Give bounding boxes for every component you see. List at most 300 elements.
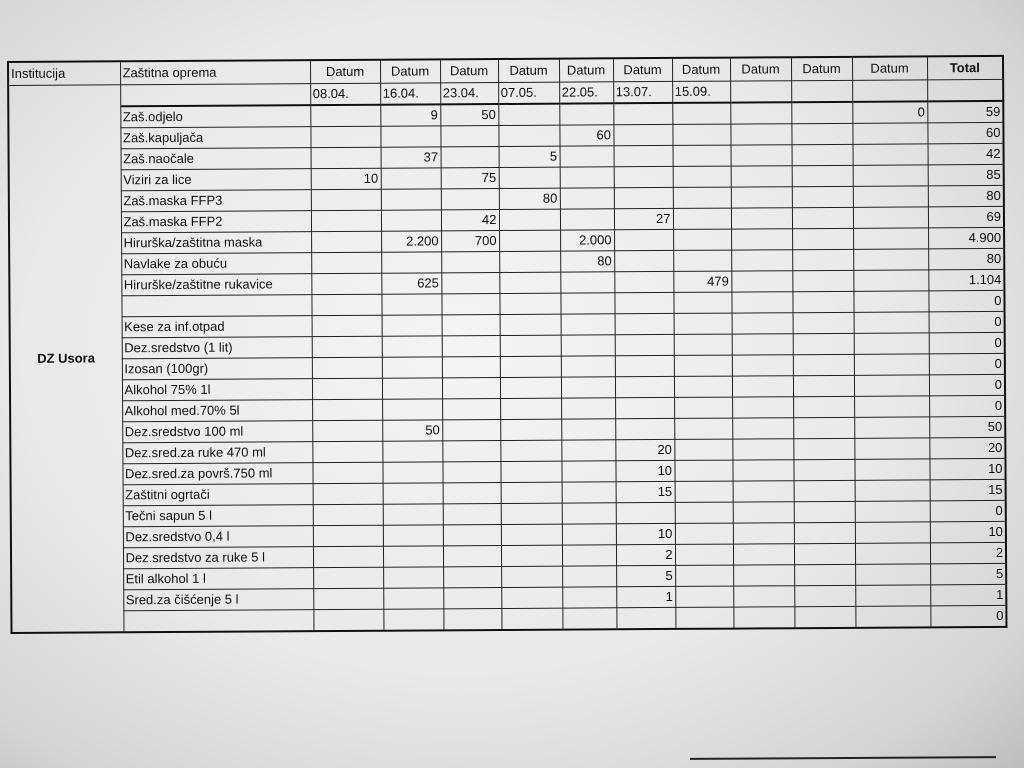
quantity-cell <box>560 209 614 230</box>
quantity-cell <box>675 544 733 565</box>
quantity-cell <box>674 439 732 460</box>
quantity-cell: 625 <box>381 273 441 294</box>
quantity-cell: 50 <box>382 420 442 441</box>
quantity-cell <box>443 482 501 503</box>
quantity-cell <box>853 270 928 291</box>
quantity-cell: 80 <box>499 188 560 209</box>
quantity-cell <box>673 292 731 313</box>
quantity-cell <box>732 313 793 334</box>
quantity-cell <box>732 376 793 397</box>
quantity-cell: 15 <box>616 481 675 502</box>
quantity-cell: 75 <box>441 167 499 188</box>
quantity-cell <box>310 105 380 127</box>
quantity-cell <box>499 293 560 314</box>
equipment-item-cell: Kese za inf.otpad <box>122 316 312 338</box>
quantity-cell <box>501 566 562 587</box>
date-label-5: Datum <box>559 58 613 82</box>
date-value-6: 13.07. <box>613 81 672 103</box>
equipment-item-cell: Tečni sapun 5 l <box>123 505 313 527</box>
quantity-cell <box>854 417 929 438</box>
equipment-item-cell: Izosan (100gr) <box>122 358 312 380</box>
quantity-cell <box>382 378 442 399</box>
quantity-cell: 5 <box>499 146 560 167</box>
quantity-cell <box>853 228 928 249</box>
quantity-cell <box>560 146 614 167</box>
quantity-cell <box>733 607 794 629</box>
date-value-2: 16.04. <box>380 83 440 105</box>
quantity-cell <box>312 357 382 378</box>
quantity-cell <box>312 399 382 420</box>
quantity-cell <box>615 397 674 418</box>
quantity-cell <box>854 396 929 417</box>
quantity-cell <box>730 124 791 145</box>
quantity-cell <box>733 586 794 607</box>
quantity-cell: 80 <box>560 251 614 272</box>
quantity-cell <box>675 481 733 502</box>
quantity-cell <box>313 567 383 588</box>
total-cell: 0 <box>929 332 1005 353</box>
quantity-cell <box>854 438 929 459</box>
quantity-cell <box>380 126 440 147</box>
total-cell: 5 <box>930 563 1006 584</box>
quantity-cell <box>733 523 794 544</box>
total-cell: 10 <box>929 458 1005 479</box>
quantity-cell <box>500 419 561 440</box>
quantity-cell <box>441 146 499 167</box>
date-label-9: Datum <box>791 57 852 81</box>
quantity-cell <box>443 608 501 630</box>
quantity-cell <box>500 440 561 461</box>
quantity-cell <box>311 231 381 252</box>
quantity-cell <box>614 145 673 166</box>
total-header-blank <box>927 79 1003 101</box>
quantity-cell <box>673 145 731 166</box>
quantity-cell <box>732 418 793 439</box>
total-cell: 69 <box>928 206 1004 227</box>
quantity-cell <box>500 356 561 377</box>
quantity-cell <box>442 314 500 335</box>
quantity-cell <box>500 335 561 356</box>
quantity-cell <box>501 587 562 608</box>
quantity-cell <box>382 315 442 336</box>
total-cell: 0 <box>930 500 1006 521</box>
quantity-cell <box>794 501 855 522</box>
quantity-cell <box>792 270 853 291</box>
quantity-cell <box>561 398 615 419</box>
date-label-10: Datum <box>852 56 927 80</box>
equipment-item-cell: Alkohol med.70% 5l <box>122 400 312 422</box>
quantity-cell <box>616 607 675 629</box>
total-cell: 0 <box>930 605 1006 627</box>
quantity-cell <box>854 333 929 354</box>
quantity-cell <box>311 189 381 210</box>
quantity-cell <box>853 186 928 207</box>
quantity-cell <box>562 524 616 545</box>
quantity-cell <box>672 124 730 145</box>
quantity-cell <box>732 460 793 481</box>
quantity-cell <box>561 461 615 482</box>
quantity-cell <box>562 545 616 566</box>
equipment-item-cell: Dez.sredstvo (1 lit) <box>122 337 312 359</box>
quantity-cell <box>793 417 854 438</box>
quantity-cell <box>499 272 560 293</box>
date-label-8: Datum <box>730 57 791 81</box>
quantity-cell <box>383 546 443 567</box>
quantity-cell <box>615 334 674 355</box>
quantity-cell <box>614 229 673 250</box>
quantity-cell <box>613 124 672 145</box>
quantity-cell <box>312 336 382 357</box>
quantity-cell <box>311 273 381 294</box>
quantity-cell <box>614 166 673 187</box>
equipment-item-cell: Navlake za obuću <box>121 253 311 275</box>
quantity-cell <box>673 187 731 208</box>
quantity-cell <box>311 294 381 315</box>
quantity-cell <box>440 125 498 146</box>
equipment-item-cell: Dez.sredstvo 100 ml <box>122 421 312 443</box>
quantity-cell: 2 <box>616 544 675 565</box>
quantity-cell <box>443 587 501 608</box>
equipment-header-blank <box>120 84 310 107</box>
quantity-cell <box>732 355 793 376</box>
quantity-cell: 479 <box>673 271 731 292</box>
quantity-cell <box>615 355 674 376</box>
equipment-item-cell: Zaš.odjelo <box>120 105 310 128</box>
total-cell: 0 <box>929 395 1005 416</box>
quantity-cell <box>675 502 733 523</box>
quantity-cell: 42 <box>441 209 499 230</box>
equipment-item-cell: Zaš.maska FFP2 <box>121 211 311 233</box>
quantity-cell: 700 <box>441 230 499 251</box>
quantity-cell <box>442 419 500 440</box>
quantity-cell <box>794 606 855 628</box>
quantity-cell: 60 <box>559 125 613 146</box>
total-cell: 10 <box>930 521 1006 542</box>
quantity-cell <box>311 210 381 231</box>
quantity-cell <box>381 168 441 189</box>
quantity-cell <box>441 272 499 293</box>
quantity-cell <box>793 354 854 375</box>
total-cell: 0 <box>929 353 1005 374</box>
quantity-cell <box>731 208 792 229</box>
quantity-cell <box>559 103 613 125</box>
quantity-cell <box>675 586 733 607</box>
quantity-cell <box>313 588 383 609</box>
equipment-item-cell: Dez.sred.za površ.750 ml <box>122 463 312 485</box>
quantity-cell <box>562 587 616 608</box>
equipment-item-cell: Zaštitni ogrtači <box>123 484 313 506</box>
quantity-cell <box>561 335 615 356</box>
quantity-cell <box>498 104 559 126</box>
quantity-cell <box>442 377 500 398</box>
quantity-cell <box>675 565 733 586</box>
quantity-cell <box>732 397 793 418</box>
quantity-cell <box>312 462 382 483</box>
equipment-item-cell: Dez.sred.za ruke 470 ml <box>122 442 312 464</box>
quantity-cell <box>614 292 673 313</box>
quantity-cell <box>674 334 732 355</box>
quantity-cell <box>560 167 614 188</box>
quantity-cell: 27 <box>614 208 673 229</box>
equipment-item-cell: Zaš.naočale <box>121 148 311 170</box>
quantity-cell <box>383 504 443 525</box>
date-value-8 <box>730 81 791 103</box>
quantity-cell <box>615 376 674 397</box>
quantity-cell <box>731 166 792 187</box>
total-cell: 1 <box>930 584 1006 605</box>
quantity-cell <box>383 525 443 546</box>
total-cell: 42 <box>928 143 1004 164</box>
quantity-cell <box>443 503 501 524</box>
quantity-cell <box>561 377 615 398</box>
total-cell: 0 <box>929 374 1005 395</box>
quantity-cell <box>792 186 853 207</box>
quantity-cell <box>382 462 442 483</box>
quantity-cell <box>560 272 614 293</box>
quantity-cell <box>855 543 930 564</box>
equipment-item-cell: Viziri za lice <box>121 169 311 191</box>
quantity-cell <box>500 398 561 419</box>
quantity-cell <box>674 418 732 439</box>
equipment-item-cell: Dez.sredstvo 0,4 l <box>123 526 313 548</box>
quantity-cell <box>614 187 673 208</box>
quantity-cell <box>613 103 672 125</box>
quantity-cell <box>794 564 855 585</box>
quantity-cell <box>383 567 443 588</box>
quantity-cell: 5 <box>616 565 675 586</box>
quantity-cell <box>675 607 733 629</box>
quantity-cell <box>792 249 853 270</box>
quantity-cell: 0 <box>852 101 927 123</box>
date-value-9 <box>791 80 852 102</box>
quantity-cell <box>562 503 616 524</box>
total-cell: 0 <box>928 290 1004 311</box>
equipment-table <box>7 55 1007 634</box>
quantity-cell <box>443 524 501 545</box>
quantity-cell <box>441 251 499 272</box>
quantity-cell <box>560 293 614 314</box>
total-cell: 80 <box>928 185 1004 206</box>
quantity-cell <box>381 210 441 231</box>
total-cell: 1.104 <box>928 269 1004 290</box>
quantity-cell <box>675 523 733 544</box>
quantity-cell <box>441 188 499 209</box>
quantity-cell <box>442 440 500 461</box>
quantity-cell <box>312 420 382 441</box>
quantity-cell <box>674 397 732 418</box>
quantity-cell <box>733 502 794 523</box>
quantity-cell <box>854 375 929 396</box>
quantity-cell <box>615 418 674 439</box>
table-body <box>8 56 1006 633</box>
quantity-cell <box>500 314 561 335</box>
quantity-cell <box>792 228 853 249</box>
quantity-cell <box>732 334 793 355</box>
quantity-cell <box>733 544 794 565</box>
quantity-cell <box>499 209 560 230</box>
quantity-cell <box>382 399 442 420</box>
quantity-cell <box>562 566 616 587</box>
quantity-cell <box>383 609 443 631</box>
quantity-cell <box>310 126 380 147</box>
quantity-cell <box>731 145 792 166</box>
quantity-cell <box>731 271 792 292</box>
quantity-cell <box>852 123 927 144</box>
quantity-cell <box>562 608 616 630</box>
date-value-1: 08.04. <box>310 83 380 105</box>
quantity-cell <box>733 565 794 586</box>
quantity-cell <box>501 545 562 566</box>
quantity-cell <box>794 543 855 564</box>
quantity-cell <box>499 230 560 251</box>
quantity-cell <box>562 482 616 503</box>
total-cell: 0 <box>929 311 1005 332</box>
quantity-cell <box>381 252 441 273</box>
quantity-cell <box>793 312 854 333</box>
quantity-cell <box>313 609 383 631</box>
quantity-cell <box>561 440 615 461</box>
quantity-cell <box>793 396 854 417</box>
quantity-cell <box>561 419 615 440</box>
equipment-item-cell: Hirurške/zaštitne rukavice <box>121 274 311 296</box>
quantity-cell <box>561 356 615 377</box>
quantity-cell: 9 <box>380 104 440 126</box>
quantity-cell <box>383 588 443 609</box>
quantity-cell <box>731 250 792 271</box>
quantity-cell <box>793 459 854 480</box>
equipment-header: Zaštitna oprema <box>120 60 310 85</box>
quantity-cell <box>793 333 854 354</box>
quantity-cell <box>614 271 673 292</box>
quantity-cell <box>674 313 732 334</box>
quantity-cell <box>674 355 732 376</box>
quantity-cell <box>382 441 442 462</box>
quantity-cell <box>855 585 930 606</box>
quantity-cell <box>313 525 383 546</box>
quantity-cell <box>501 503 562 524</box>
quantity-cell <box>381 189 441 210</box>
quantity-cell <box>313 504 383 525</box>
quantity-cell <box>731 292 792 313</box>
quantity-cell <box>560 188 614 209</box>
quantity-cell <box>794 522 855 543</box>
quantity-cell <box>442 335 500 356</box>
quantity-cell: 10 <box>616 523 675 544</box>
quantity-cell <box>732 439 793 460</box>
quantity-cell <box>792 207 853 228</box>
quantity-cell <box>854 354 929 375</box>
quantity-cell <box>382 336 442 357</box>
date-label-4: Datum <box>498 59 559 83</box>
total-cell: 4.900 <box>928 227 1004 248</box>
quantity-cell <box>614 250 673 271</box>
quantity-cell: 2.200 <box>381 231 441 252</box>
quantity-cell <box>853 165 928 186</box>
date-value-4: 07.05. <box>498 82 559 104</box>
quantity-cell <box>442 461 500 482</box>
date-label-6: Datum <box>613 58 672 82</box>
quantity-cell: 50 <box>440 104 498 126</box>
total-cell: 85 <box>928 164 1004 185</box>
quantity-cell <box>794 585 855 606</box>
quantity-cell <box>673 208 731 229</box>
quantity-cell <box>498 125 559 146</box>
quantity-cell: 10 <box>311 168 381 189</box>
quantity-cell <box>382 357 442 378</box>
quantity-cell <box>853 207 928 228</box>
equipment-item-cell <box>121 295 311 317</box>
quantity-cell <box>794 480 855 501</box>
institution-name: DZ Usora <box>8 85 123 633</box>
total-cell: 50 <box>929 416 1005 437</box>
institution-header: Institucija <box>8 61 120 85</box>
quantity-cell <box>442 398 500 419</box>
quantity-cell <box>312 441 382 462</box>
quantity-cell <box>853 144 928 165</box>
equipment-item-cell: Zaš.kapuljača <box>120 127 310 149</box>
quantity-cell <box>501 608 562 630</box>
quantity-cell <box>792 165 853 186</box>
total-cell: 2 <box>930 542 1006 563</box>
quantity-cell <box>615 313 674 334</box>
quantity-cell <box>853 291 928 312</box>
quantity-cell <box>855 522 930 543</box>
equipment-item-cell: Zaš.maska FFP3 <box>121 190 311 212</box>
total-cell: 59 <box>927 101 1003 123</box>
quantity-cell <box>674 460 732 481</box>
quantity-cell <box>441 293 499 314</box>
quantity-cell <box>443 566 501 587</box>
quantity-cell <box>616 502 675 523</box>
total-cell: 80 <box>928 248 1004 269</box>
quantity-cell <box>499 167 560 188</box>
quantity-cell <box>501 482 562 503</box>
quantity-cell <box>733 481 794 502</box>
quantity-cell <box>672 103 730 125</box>
quantity-cell <box>500 461 561 482</box>
quantity-cell <box>730 102 791 124</box>
quantity-cell <box>443 545 501 566</box>
quantity-cell: 2.000 <box>560 230 614 251</box>
quantity-cell: 1 <box>616 586 675 607</box>
quantity-cell <box>313 483 383 504</box>
quantity-cell <box>561 314 615 335</box>
quantity-cell <box>383 483 443 504</box>
date-label-2: Datum <box>380 59 440 83</box>
quantity-cell <box>313 546 383 567</box>
quantity-cell <box>791 123 852 144</box>
quantity-cell <box>791 102 852 124</box>
quantity-cell <box>731 229 792 250</box>
date-value-10 <box>852 80 927 102</box>
quantity-cell <box>793 438 854 459</box>
total-cell: 20 <box>929 437 1005 458</box>
equipment-item-cell: Etil alkohol 1 l <box>123 568 313 590</box>
quantity-cell: 10 <box>615 460 674 481</box>
quantity-cell: 37 <box>381 147 441 168</box>
quantity-cell <box>311 147 381 168</box>
quantity-cell: 20 <box>615 439 674 460</box>
date-label-7: Datum <box>672 58 730 82</box>
quantity-cell <box>673 250 731 271</box>
quantity-cell <box>855 480 930 501</box>
equipment-item-cell: Sred.za čišćenje 5 l <box>123 589 313 611</box>
total-cell: 15 <box>930 479 1006 500</box>
quantity-cell <box>312 378 382 399</box>
quantity-cell <box>501 524 562 545</box>
quantity-cell <box>673 229 731 250</box>
quantity-cell <box>793 375 854 396</box>
